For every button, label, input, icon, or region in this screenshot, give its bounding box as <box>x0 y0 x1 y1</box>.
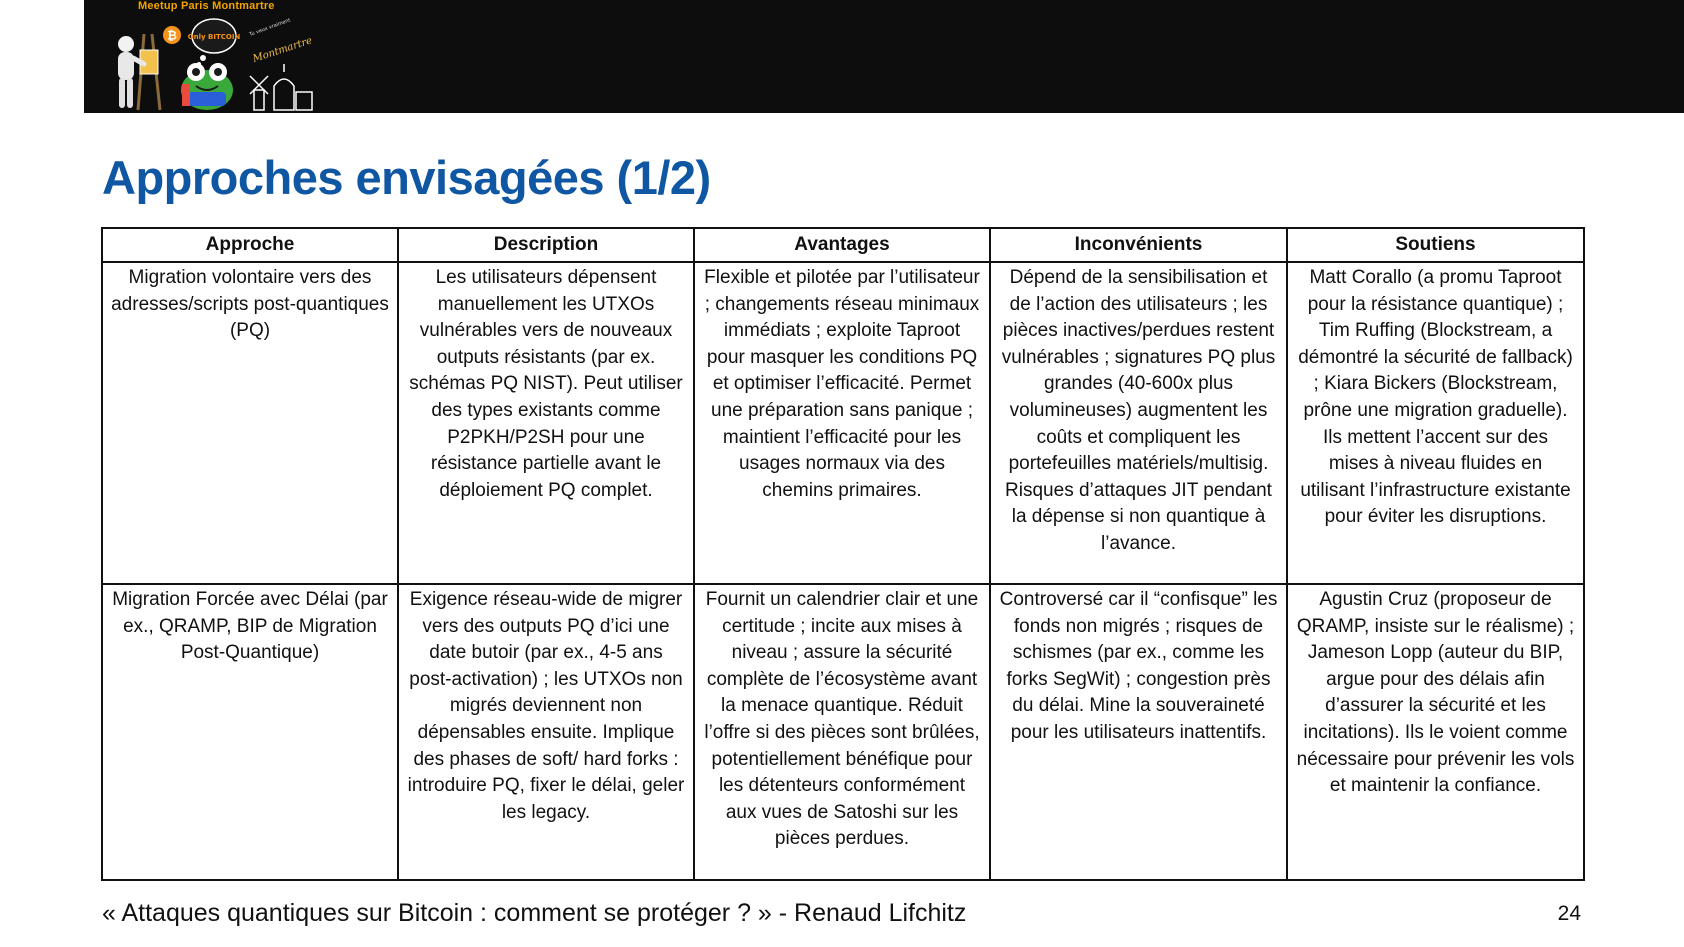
easel-icon <box>138 34 160 110</box>
cell-avantages: Flexible et pilotée par l’utilisateur ; changements réseau minimaux immédiats ; exploite Taproot pour masquer les conditions PQ et optimiser l’efficacité. Permet une préparation sans panique ; maintient l’efficacité pour les usages normaux via des chemins primaires. <box>694 262 990 584</box>
cell-avantages: Fournit un calendrier clair et une certitude ; incite aux mises à niveau ; assure la sécurité complète de l’écosystème avant la menace quantique. Réduit l’offre si des pièces sont brûlées, potentiellement bénéfique pour les détenteurs conformément aux vues de Satoshi sur les pièces perdues. <box>694 584 990 880</box>
cell-approche: Migration volontaire vers des adresses/scripts post-quantiques (PQ) <box>102 262 398 584</box>
cell-approche: Migration Forcée avec Délai (par ex., QRAMP, BIP de Migration Post-Quantique) <box>102 584 398 880</box>
cell-soutiens: Matt Corallo (a promu Taproot pour la résistance quantique) ; Tim Ruffing (Blockstream, a démontré la sécurité de fallback) ; Kiara Bickers (Blockstream, prône une migration graduelle). Ils mettent l’accent sur des mises à niveau fluides en utilisant l’infrastructure existante pour éviter les disruptions. <box>1287 262 1584 584</box>
cell-description: Exigence réseau-wide de migrer vers des outputs PQ d’ici une date butoir (par ex., 4-5 ans post-activation) ; les UTXOs non migrés deviennent non dépensables ensuite. Implique des phases de soft/ hard forks : introduire PQ, fixer le délai, geler les legacy. <box>398 584 694 880</box>
svg-text:Tu veux vraiment: Tu veux vraiment <box>248 17 292 38</box>
page-title: Approches envisagées (1/2) <box>102 151 711 204</box>
bitcoin-coin-icon <box>163 26 181 44</box>
header-avantages: Avantages <box>694 228 990 262</box>
header-description: Description <box>398 228 694 262</box>
header-inconvenients: Inconvénients <box>990 228 1287 262</box>
coin-symbol: ₿ <box>167 28 177 43</box>
badge-text: Only BITCOIN <box>187 33 241 41</box>
approaches-table <box>101 227 1585 881</box>
cell-inconvenients: Dépend de la sensibilisation et de l’action des utilisateurs ; les pièces inactives/perdues restent vulnérables ; signatures PQ plus grandes (40-600x plus volumineuses) augmentent les coûts et compliquent les portefeuilles matériels/multisig. Risques d’attaques JIT pendant la dépense si non quantique à l’avance. <box>990 262 1287 584</box>
table-header-row <box>102 228 1584 262</box>
logo-illustration <box>104 14 326 113</box>
montmartre-inc-tag-icon <box>248 17 314 65</box>
svg-text:Montmartre: Montmartre <box>251 35 314 65</box>
header-soutiens: Soutiens <box>1287 228 1584 262</box>
cell-description: Les utilisateurs dépensent manuellement les UTXOs vulnérables vers de nouveaux outputs résistants (par ex. schémas PQ NIST). Peut utiliser des types existants comme P2PKH/P2SH pour une résistance partielle avant le déploiement PQ complet. <box>398 262 694 584</box>
cell-soutiens: Agustin Cruz (proposeur de QRAMP, insiste sur le réalisme) ; Jameson Lopp (auteur du BIP, argue pour des délais afin d’assurer la sécurité et les incitations). Ils le voient comme nécessaire pour prévenir les vols et maintenir la confiance. <box>1287 584 1584 880</box>
cell-inconvenients: Controversé car il “confisque” les fonds non migrés ; risques de schismes (par ex., comme les forks SegWit) ; congestion près du délai. Mine la souveraineté pour les utilisateurs inattentifs. <box>990 584 1287 880</box>
header-approche: Approche <box>102 228 398 262</box>
table-row <box>102 584 1584 880</box>
montmartre-sketch-icon <box>250 64 312 110</box>
footer-text: « Attaques quantiques sur Bitcoin : comment se protéger ? » - Renaud Lifchitz <box>102 899 967 927</box>
page-number: 24 <box>1557 902 1581 925</box>
frog-mascot-icon <box>181 63 233 110</box>
logo-title: Meetup Paris Montmartre <box>138 0 275 12</box>
only-bitcoin-bubble-icon <box>188 19 241 66</box>
table-row <box>102 262 1584 584</box>
meetup-logo <box>104 0 326 113</box>
